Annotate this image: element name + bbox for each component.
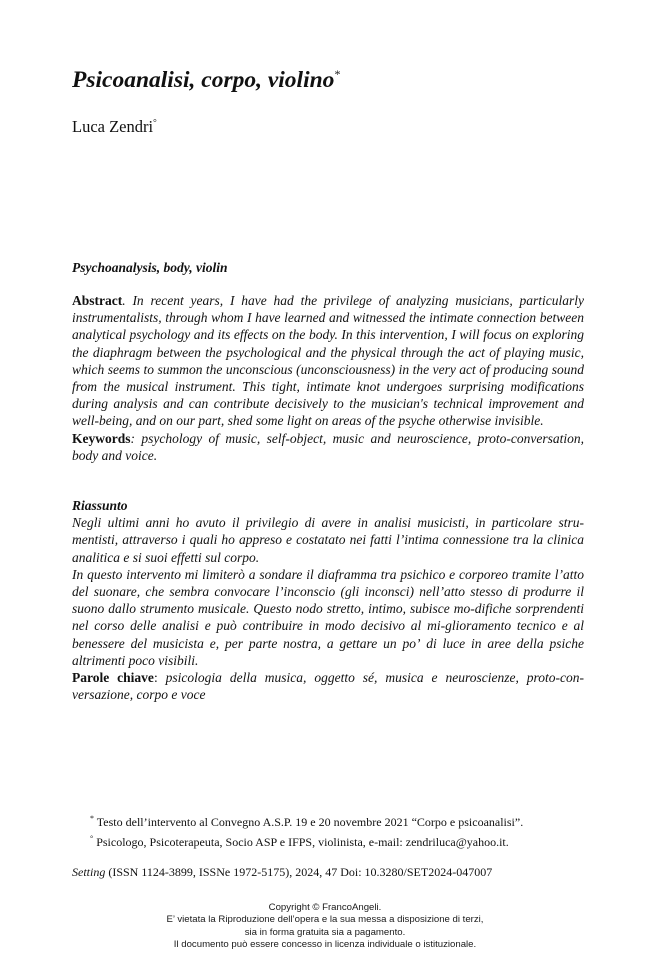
riassunto-line: clinica analitica e si suoi effetti sul corpo.: [72, 532, 585, 565]
parole-chiave-text: psicologia della musica, oggetto sé, musica e neuroscienze, proto-con-: [165, 670, 584, 686]
footnote-text: Psicologo, Psicoterapeuta, Socio ASP e IFPS, violinista, e-mail: zendriluca@yahoo.it.: [96, 834, 509, 849]
journal-name: Setting: [72, 865, 106, 879]
riassunto-paragraph-2: [72, 566, 584, 669]
footnote-mark: *: [90, 814, 94, 823]
abstract-body: Abstract. In recent years, I have had the privilege of analyzing musicians, particularly instrumentalists, through whom I have learned and witnessed the intimate connection between analytical psychology and its effects on the body. In this intervention, I will focus on exploring the diaphragm between the psychological and the physical through the act of playing music, which seems to summon the unconscious (unconsciousness) in the very act of producing sound from the musical instrument. This tight, intimate knot undergoes surprising modifications during analysis and can contribute decisively to the musician's technical improvement and well-being, and on our part, shed some light on areas of the psyche otherwise invisible.: [72, 293, 585, 429]
footnote-text: Testo dell’intervento al Convegno A.S.P. 19 e 20 novembre 2021 “Corpo e psicoanalisi”.: [96, 815, 524, 829]
riassunto-line: l’atto del suonare, che sembra convocare l’inconscio (gli inconsci) nell’atto stesso di: [72, 566, 585, 600]
parole-chiave-text: versazione, corpo e voce: [72, 687, 206, 703]
riassunto-section: [72, 497, 584, 703]
title-footnote-mark: *: [334, 67, 341, 82]
footnotes: [90, 811, 610, 850]
english-title: Psychoanalysis, body, violin: [72, 260, 228, 275]
copyright-line: Copyright © FrancoAngeli.: [268, 902, 382, 913]
abstract-line: knot undergoes surprising modifications during analysis and can contribute decisively: [72, 379, 584, 412]
footnote: [90, 831, 610, 851]
author-name: Luca Zendri: [72, 117, 154, 136]
riassunto-paragraph-1: [72, 514, 584, 566]
abstract-section: [72, 292, 584, 464]
parole-chiave-label: Parole chiave: [72, 670, 154, 686]
riassunto-line: difiche sorprendenti nel corso delle analisi e può contribuire in modo decisivo al mi-: [72, 601, 584, 634]
author-footnote-mark: °: [153, 117, 157, 128]
citation-details: (ISSN 1124-3899, ISSNe 1972-5175), 2024, 47 Doi: 10.3280/SET2024-047007: [108, 865, 493, 879]
footnote: [90, 811, 610, 831]
riassunto-line: In questo intervento mi limiterò a sondare il diaframma tra psichico e corporeo tramite: [72, 566, 551, 582]
abstract-line: the act of playing music, which seems to summon the unconscious (unconsciousness): [72, 344, 585, 377]
abstract-line: to the musician's technical improvement and well-being, and on our part, shed some: [72, 396, 585, 429]
article-title: [72, 66, 340, 94]
copyright-line: E’ vietata la Riproduzione dell’opera e la sua messa a disposizione di terzi,: [166, 914, 484, 926]
abstract-line: between analytical psychology and its effects on the body. In this intervention, I will: [72, 310, 584, 343]
copyright-notice: [0, 902, 650, 952]
keywords-text: conversation, body and voice.: [72, 430, 584, 463]
journal-citation: [72, 865, 492, 880]
abstract-line: In recent years, I have had the privilege of analyzing musicians, particularly: [132, 293, 584, 308]
riassunto-line: mentisti, attraverso i quali ho appreso e costatato nei fatti l’intima connessione tra la: [72, 532, 544, 548]
riassunto-keywords: Parole chiave: psicologia della musica, oggetto sé, musica e neuroscienze, proto-con-versazione, corpo e voce: [72, 670, 584, 703]
abstract-line: light on areas of the psyche otherwise invisible.: [286, 413, 544, 429]
copyright-line: sia in forma gratuita sia a pagamento.: [244, 926, 406, 938]
abstract-line: instrumentalists, through whom I have learned and witnessed the intimate connection: [72, 310, 537, 326]
keywords-label: Keywords: [72, 430, 131, 446]
abstract-keywords: Keywords: psychology of music, self-object, music and neuroscience, proto-conversation, body and voice.: [72, 430, 584, 463]
abstract-label: Abstract: [72, 293, 123, 308]
abstract-line: in the very act of producing sound from the musical instrument. This tight, intimate: [72, 361, 585, 395]
riassunto-line: di luce in aree della psiche altrimenti poco visibili.: [72, 635, 584, 668]
keywords-text: psychology of music, self-object, music and neuroscience, proto-: [141, 430, 511, 446]
copyright-line: Il documento può essere concesso in licenza individuale o istituzionale.: [173, 939, 477, 951]
article-author: [72, 117, 157, 137]
abstract-line: focus on exploring the diaphragm between the psychological and the physical through: [72, 327, 584, 360]
footnote-mark: °: [90, 833, 94, 843]
riassunto-line: glioramento tecnico e al benessere del musicista e, per parte nostra, a gettare un po’: [72, 618, 585, 651]
article-title-text: Psicoanalisi, corpo, violino: [72, 67, 335, 93]
riassunto-heading: Riassunto: [72, 498, 128, 513]
riassunto-line: produrre il suono dallo strumento musicale. Questo nodo stretto, intimo, subisce mo-: [72, 584, 584, 617]
riassunto-line: Negli ultimi anni ho avuto il privilegio di avere in analisi musicisti, in particolare stru-: [72, 515, 584, 531]
